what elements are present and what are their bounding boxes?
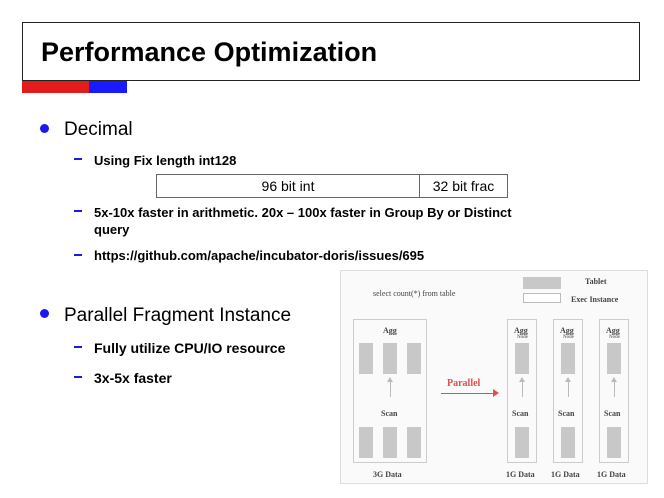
dash-icon [74,376,82,378]
data-size-label: 1G Data [597,470,626,479]
list-item: Using Fix length int128 [94,153,237,168]
section-heading-decimal: Decimal [64,119,133,140]
accent-bar-blue [89,81,127,93]
agg-sub-label: Node [609,335,620,340]
tablet-bar [359,427,373,458]
agg-sub-label: Node [517,335,528,340]
dash-icon [74,210,82,212]
tablet-bar [607,343,621,374]
up-arrow-icon [522,381,523,397]
dash-icon [74,254,82,256]
tablet-bar [407,343,421,374]
parallel-diagram [340,270,648,484]
tablet-bar [561,427,575,458]
query-text: select count(*) from table [373,289,456,298]
scan-label: Scan [512,409,529,418]
legend-tablet-label: Tablet [585,277,607,286]
dash-icon [74,346,82,348]
title-box [22,22,640,81]
data-size-label: 1G Data [506,470,535,479]
tablet-bar [515,343,529,374]
list-item-continuation: query [94,222,130,237]
page-title: Performance Optimization [41,37,378,67]
scan-label: Scan [381,409,398,418]
agg-label: Agg [560,326,574,335]
parallel-arrow-icon [441,393,497,394]
up-arrow-icon [568,381,569,397]
tablet-bar [515,427,529,458]
tablet-bar [407,427,421,458]
list-item: Fully utilize CPU/IO resource [94,340,286,356]
list-item: 5x-10x faster in arithmetic. 20x – 100x faster in Group By or Distinct [94,205,512,220]
tablet-bar [359,343,373,374]
int128-layout-box [156,174,508,198]
up-arrow-icon [614,381,615,397]
parallel-label: Parallel [447,378,481,389]
scan-label: Scan [604,409,621,418]
section-heading-parallel: Parallel Fragment Instance [64,305,292,326]
tablet-bar [383,343,397,374]
dash-icon [74,158,82,160]
accent-bar-red [22,81,89,93]
agg-label: Agg [383,326,397,335]
agg-sub-label: Node [563,335,574,340]
up-arrow-icon [390,381,391,397]
frac-part-cell: 32 bit frac [432,178,495,194]
agg-label: Agg [514,326,528,335]
tablet-bar [383,427,397,458]
agg-label: Agg [606,326,620,335]
bullet-icon [40,124,49,133]
scan-label: Scan [558,409,575,418]
list-item: 3x-5x faster [94,370,172,386]
int-part-cell: 96 bit int [157,175,420,197]
legend-exec-label: Exec Instance [571,295,619,304]
legend-tablet-swatch [523,277,561,289]
data-size-label: 3G Data [373,470,402,479]
tablet-bar [607,427,621,458]
bullet-icon [40,309,49,318]
tablet-bar [561,343,575,374]
legend-exec-swatch [523,293,561,303]
data-size-label: 1G Data [551,470,580,479]
issue-link[interactable]: https://github.com/apache/incubator-doris/issues/695 [94,248,425,263]
